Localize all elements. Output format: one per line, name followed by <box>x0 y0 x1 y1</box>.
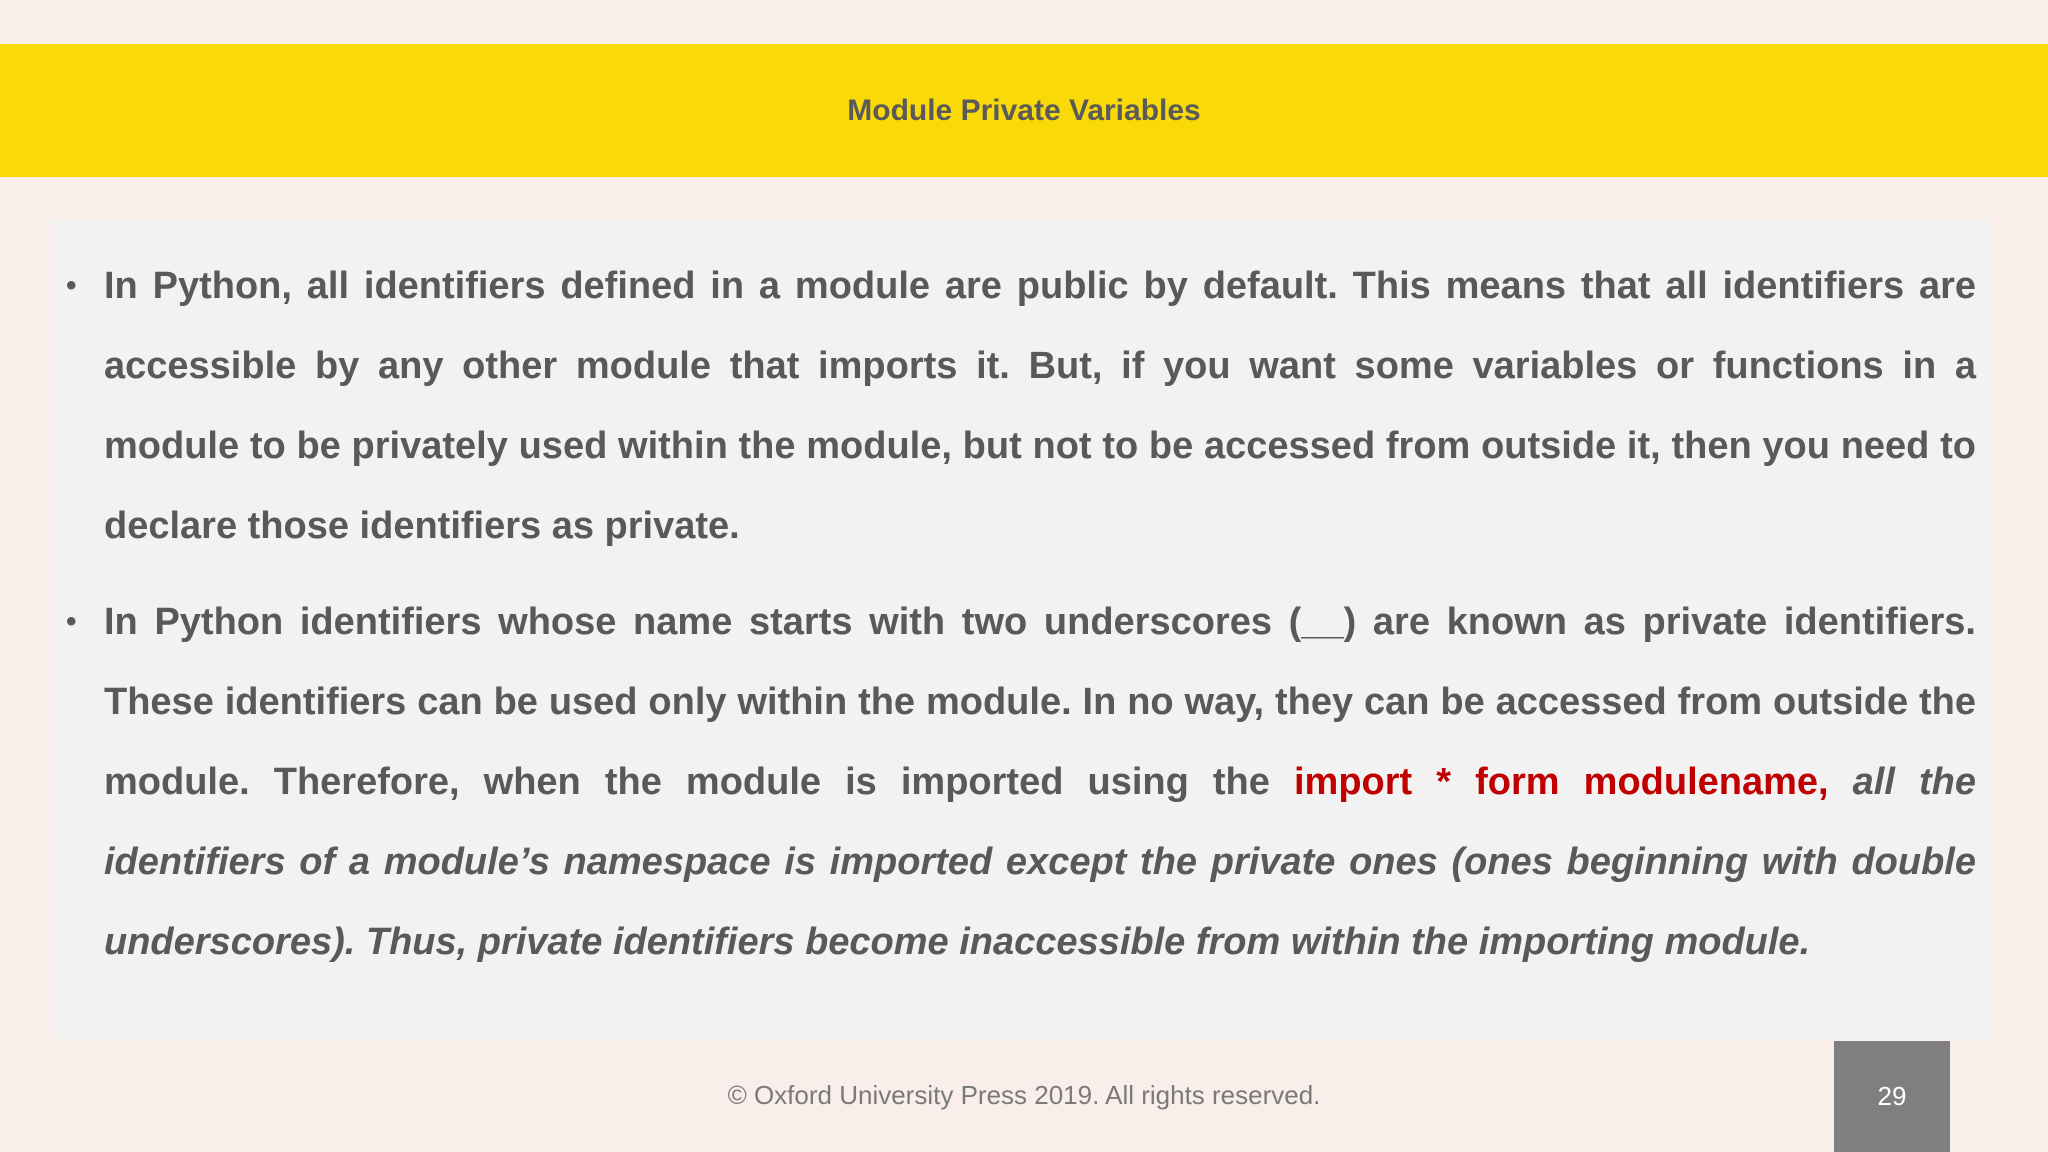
bullet-item-private-identifiers <box>52 582 1976 982</box>
bullet-list <box>52 246 1976 998</box>
bullet-text-start: In Python identifiers whose name starts with two underscores (__) are known as private identifiers. These identifiers can be used only within the module. In no way, they can be accessed from outside the module. Therefore, when the module is imported using the <box>104 601 1976 803</box>
copyright-footer: © Oxford University Press 2019. All rights reserved. <box>727 1080 1321 1110</box>
bullet-dot-icon: • <box>66 605 77 638</box>
italic-explanation: all the identifiers of a module’s namespace is imported except the private ones (ones beginning with double underscores). Thus, private identifiers become inaccessible from within the importing module. <box>104 761 1976 963</box>
title-bar <box>0 44 2048 177</box>
page-number-box <box>1834 1041 1950 1152</box>
bullet-item-public-identifiers <box>52 246 1976 566</box>
highlighted-import-syntax: import * form modulename, <box>1293 761 1829 803</box>
bullet-text: In Python, all identifiers defined in a module are public by default. This means that all identifiers are accessible by any other module that imports it. But, if you want some variables or functions in a module to be privately used within the module, but not to be accessed from outside it, then you need to declare those identifiers as private. <box>104 265 1976 547</box>
bullet-dot-icon: • <box>66 269 77 302</box>
slide-title: Module Private Variables <box>847 93 1201 127</box>
page-number: 29 <box>1877 1081 1907 1111</box>
